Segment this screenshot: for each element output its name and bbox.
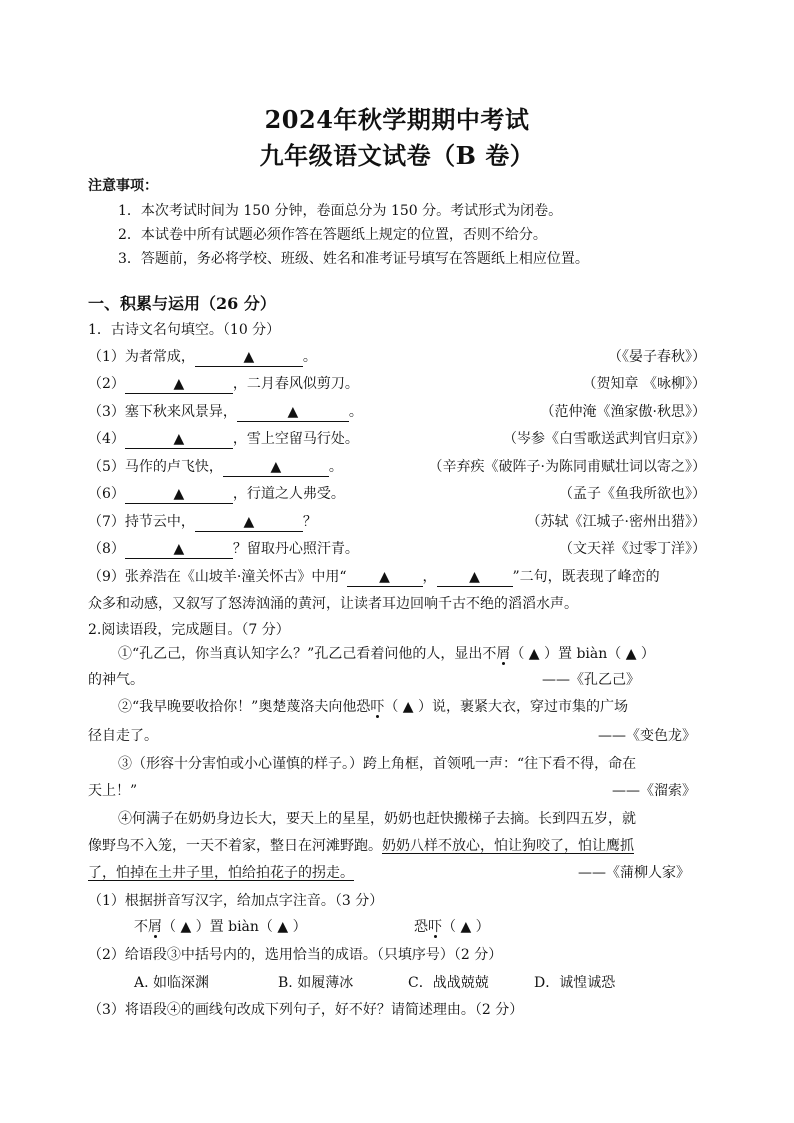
passage-1-line2: 的神气。 xyxy=(88,672,144,688)
q1-item-9-line2: 众多和动感，又叙写了怒涛汹涌的黄河，让读者耳边回响千古不绝的滔滔水声。 xyxy=(88,596,578,612)
q1-item-4 xyxy=(88,429,359,449)
passage-2-source: ——《变色龙》 xyxy=(598,728,696,744)
option-c[interactable]: C．战战兢兢 xyxy=(408,975,489,991)
q1-source-7: （苏轼《江城子·密州出猎》） xyxy=(526,514,706,530)
item-text: 持节云中， xyxy=(124,514,195,530)
notice-heading: 注意事项： xyxy=(88,178,158,194)
q1-item-6 xyxy=(88,484,345,504)
sub-question-3: （3）将语段④的画线句改成下列句子，好不好？请简述理由。（2 分） xyxy=(88,1002,524,1018)
item-text: 塞下秋来风景异， xyxy=(124,404,237,420)
sub-question-2: （2）给语段③中括号内的，选用恰当的成语。（只填序号）（2 分） xyxy=(88,947,503,963)
answer-blank[interactable]: ▲ xyxy=(437,568,513,587)
option-a[interactable]: A. 如临深渊 xyxy=(134,975,210,991)
passage-text: ①“孔乙己，你当真认知字么？”孔乙己看着问他的人，显出不 xyxy=(118,646,497,662)
item-text: 。 xyxy=(348,404,363,420)
q1-item-1 xyxy=(88,347,317,367)
item-number: （5） xyxy=(88,459,125,475)
q1-item-9 xyxy=(88,567,660,587)
dotted-char: 屑 xyxy=(496,646,511,662)
item-text: （9）张养浩在《山坡羊·潼关怀古》中用“ xyxy=(88,569,347,585)
item-number: （2） xyxy=(88,376,125,392)
q1-source-1: （《晏子春秋》） xyxy=(608,349,706,365)
passage-4-source: ——《蒲柳人家》 xyxy=(578,865,690,881)
item-number: （1） xyxy=(88,349,125,365)
q1-source-8: （文天祥《过零丁洋》） xyxy=(559,541,706,557)
item-text: 。 xyxy=(328,459,343,475)
notice-item-1: 1．本次考试时间为 150 分钟，卷面总分为 150 分。考试形式为闭卷。 xyxy=(118,203,563,219)
answer-blank[interactable]: ▲ xyxy=(125,540,233,559)
answer-blank[interactable]: ▲ xyxy=(195,348,303,367)
dotted-char: 屑 xyxy=(148,919,162,935)
answer-blank[interactable]: ▲ xyxy=(223,458,329,477)
item-text: 。 xyxy=(302,349,317,365)
passage-text: ②“我早晚要收拾你！”奥楚蔑洛夫向他恐 xyxy=(118,699,371,715)
row-text: 不 xyxy=(134,919,148,935)
q1-item-5 xyxy=(88,457,343,477)
item-text: 马作的卢飞快， xyxy=(124,459,223,475)
q1-source-3: （范仲淹《渔家傲·秋思》） xyxy=(540,404,706,420)
passage-1-source: ——《孔乙己》 xyxy=(542,672,640,688)
dotted-char: 吓 xyxy=(428,919,442,935)
sub-question-1-row xyxy=(134,917,307,937)
exam-title: 2024年秋学期期中考试 xyxy=(264,105,530,134)
passage-2-line1 xyxy=(118,697,628,717)
item-number: （8） xyxy=(88,541,125,557)
passage-3-line2: 天上！” xyxy=(88,783,138,799)
q2-stem: 2.阅读语段，完成题目。（7 分） xyxy=(88,622,290,638)
q1-item-3 xyxy=(88,402,363,422)
exam-subtitle: 九年级语文试卷（B 卷） xyxy=(259,141,535,170)
item-text: ？ xyxy=(302,514,317,530)
option-b[interactable]: B. 如履薄冰 xyxy=(278,975,354,991)
item-number: （6） xyxy=(88,486,125,502)
dotted-char: 吓 xyxy=(370,699,385,715)
passage-1-line1 xyxy=(118,644,655,664)
notice-item-3: 3．答题前，务必将学校、班级、姓名和准考证号填写在答题纸上相应位置。 xyxy=(118,251,589,267)
q1-stem: 1．古诗文名句填空。（10 分） xyxy=(88,322,281,338)
passage-2-line2: 径自走了。 xyxy=(88,728,158,744)
row-text: （ ▲ ）置 biàn（ ▲ ） xyxy=(162,919,307,935)
passage-4-line1: ④何满子在奶奶身边长大，要天上的星星，奶奶也赶快搬梯子去摘。长到四五岁，就 xyxy=(118,811,636,827)
item-text: ，二月春风似剪刀。 xyxy=(232,376,359,392)
item-number: （7） xyxy=(88,514,125,530)
q1-source-6: （孟子《鱼我所欲也》） xyxy=(559,486,706,502)
notice-item-2: 2．本试卷中所有试题必须作答在答题纸上规定的位置，否则不给分。 xyxy=(118,227,547,243)
row-text: （ ▲ ） xyxy=(442,919,490,935)
item-text: ，行道之人弗受。 xyxy=(232,486,345,502)
item-text: ？留取丹心照汗青。 xyxy=(232,541,359,557)
item-number: （3） xyxy=(88,404,125,420)
passage-3-source: ——《溜索》 xyxy=(612,783,696,799)
item-text: ”二句，既表现了峰峦的 xyxy=(512,569,660,585)
section-heading: 一、积累与运用（26 分） xyxy=(88,294,276,313)
answer-blank[interactable]: ▲ xyxy=(125,430,233,449)
q1-item-8 xyxy=(88,539,359,559)
sub-question-1: （1）根据拼音写汉字，给加点字注音。（3 分） xyxy=(88,893,384,909)
item-text: ， xyxy=(422,569,437,585)
q1-source-4: （岑参《白雪歌送武判官归京》） xyxy=(503,431,706,447)
passage-text: 像野鸟不入笼，一天不着家，整日在河滩野跑。 xyxy=(88,838,382,854)
item-number: （4） xyxy=(88,431,125,447)
underlined-sentence: 奶奶八样不放心，怕让狗咬了，怕让鹰抓 xyxy=(382,838,634,854)
q1-item-2 xyxy=(88,374,359,394)
underlined-sentence: 了，怕掉在土井子里，怕给拍花子的拐走。 xyxy=(88,865,354,881)
passage-text: （ ▲ ）置 biàn（ ▲ ） xyxy=(510,646,655,662)
item-text: 为者常成， xyxy=(124,349,195,365)
answer-blank[interactable]: ▲ xyxy=(347,568,423,587)
option-d[interactable]: D．诚惶诚恐 xyxy=(534,975,616,991)
passage-4-line2 xyxy=(88,836,634,856)
sub-question-1-row-2 xyxy=(414,917,490,937)
passage-3-line1: ③（形容十分害怕或小心谨慎的样子。）跨上角框，首领吼一声：“往下看不得，命在 xyxy=(118,756,637,772)
row-text: 恐 xyxy=(414,919,428,935)
passage-4-line3 xyxy=(88,863,354,883)
q1-source-2: （贺知章 《咏柳》） xyxy=(582,376,706,392)
passage-text: （ ▲ ）说，裹紧大衣，穿过市集的广场 xyxy=(384,699,628,715)
item-text: ，雪上空留马行处。 xyxy=(232,431,359,447)
answer-blank[interactable]: ▲ xyxy=(125,375,233,394)
q1-source-5: （辛弃疾《破阵子·为陈同甫赋壮词以寄之》） xyxy=(428,459,706,475)
answer-blank[interactable]: ▲ xyxy=(237,403,349,422)
q1-item-7 xyxy=(88,512,317,532)
answer-blank[interactable]: ▲ xyxy=(195,513,303,532)
answer-blank[interactable]: ▲ xyxy=(125,485,233,504)
